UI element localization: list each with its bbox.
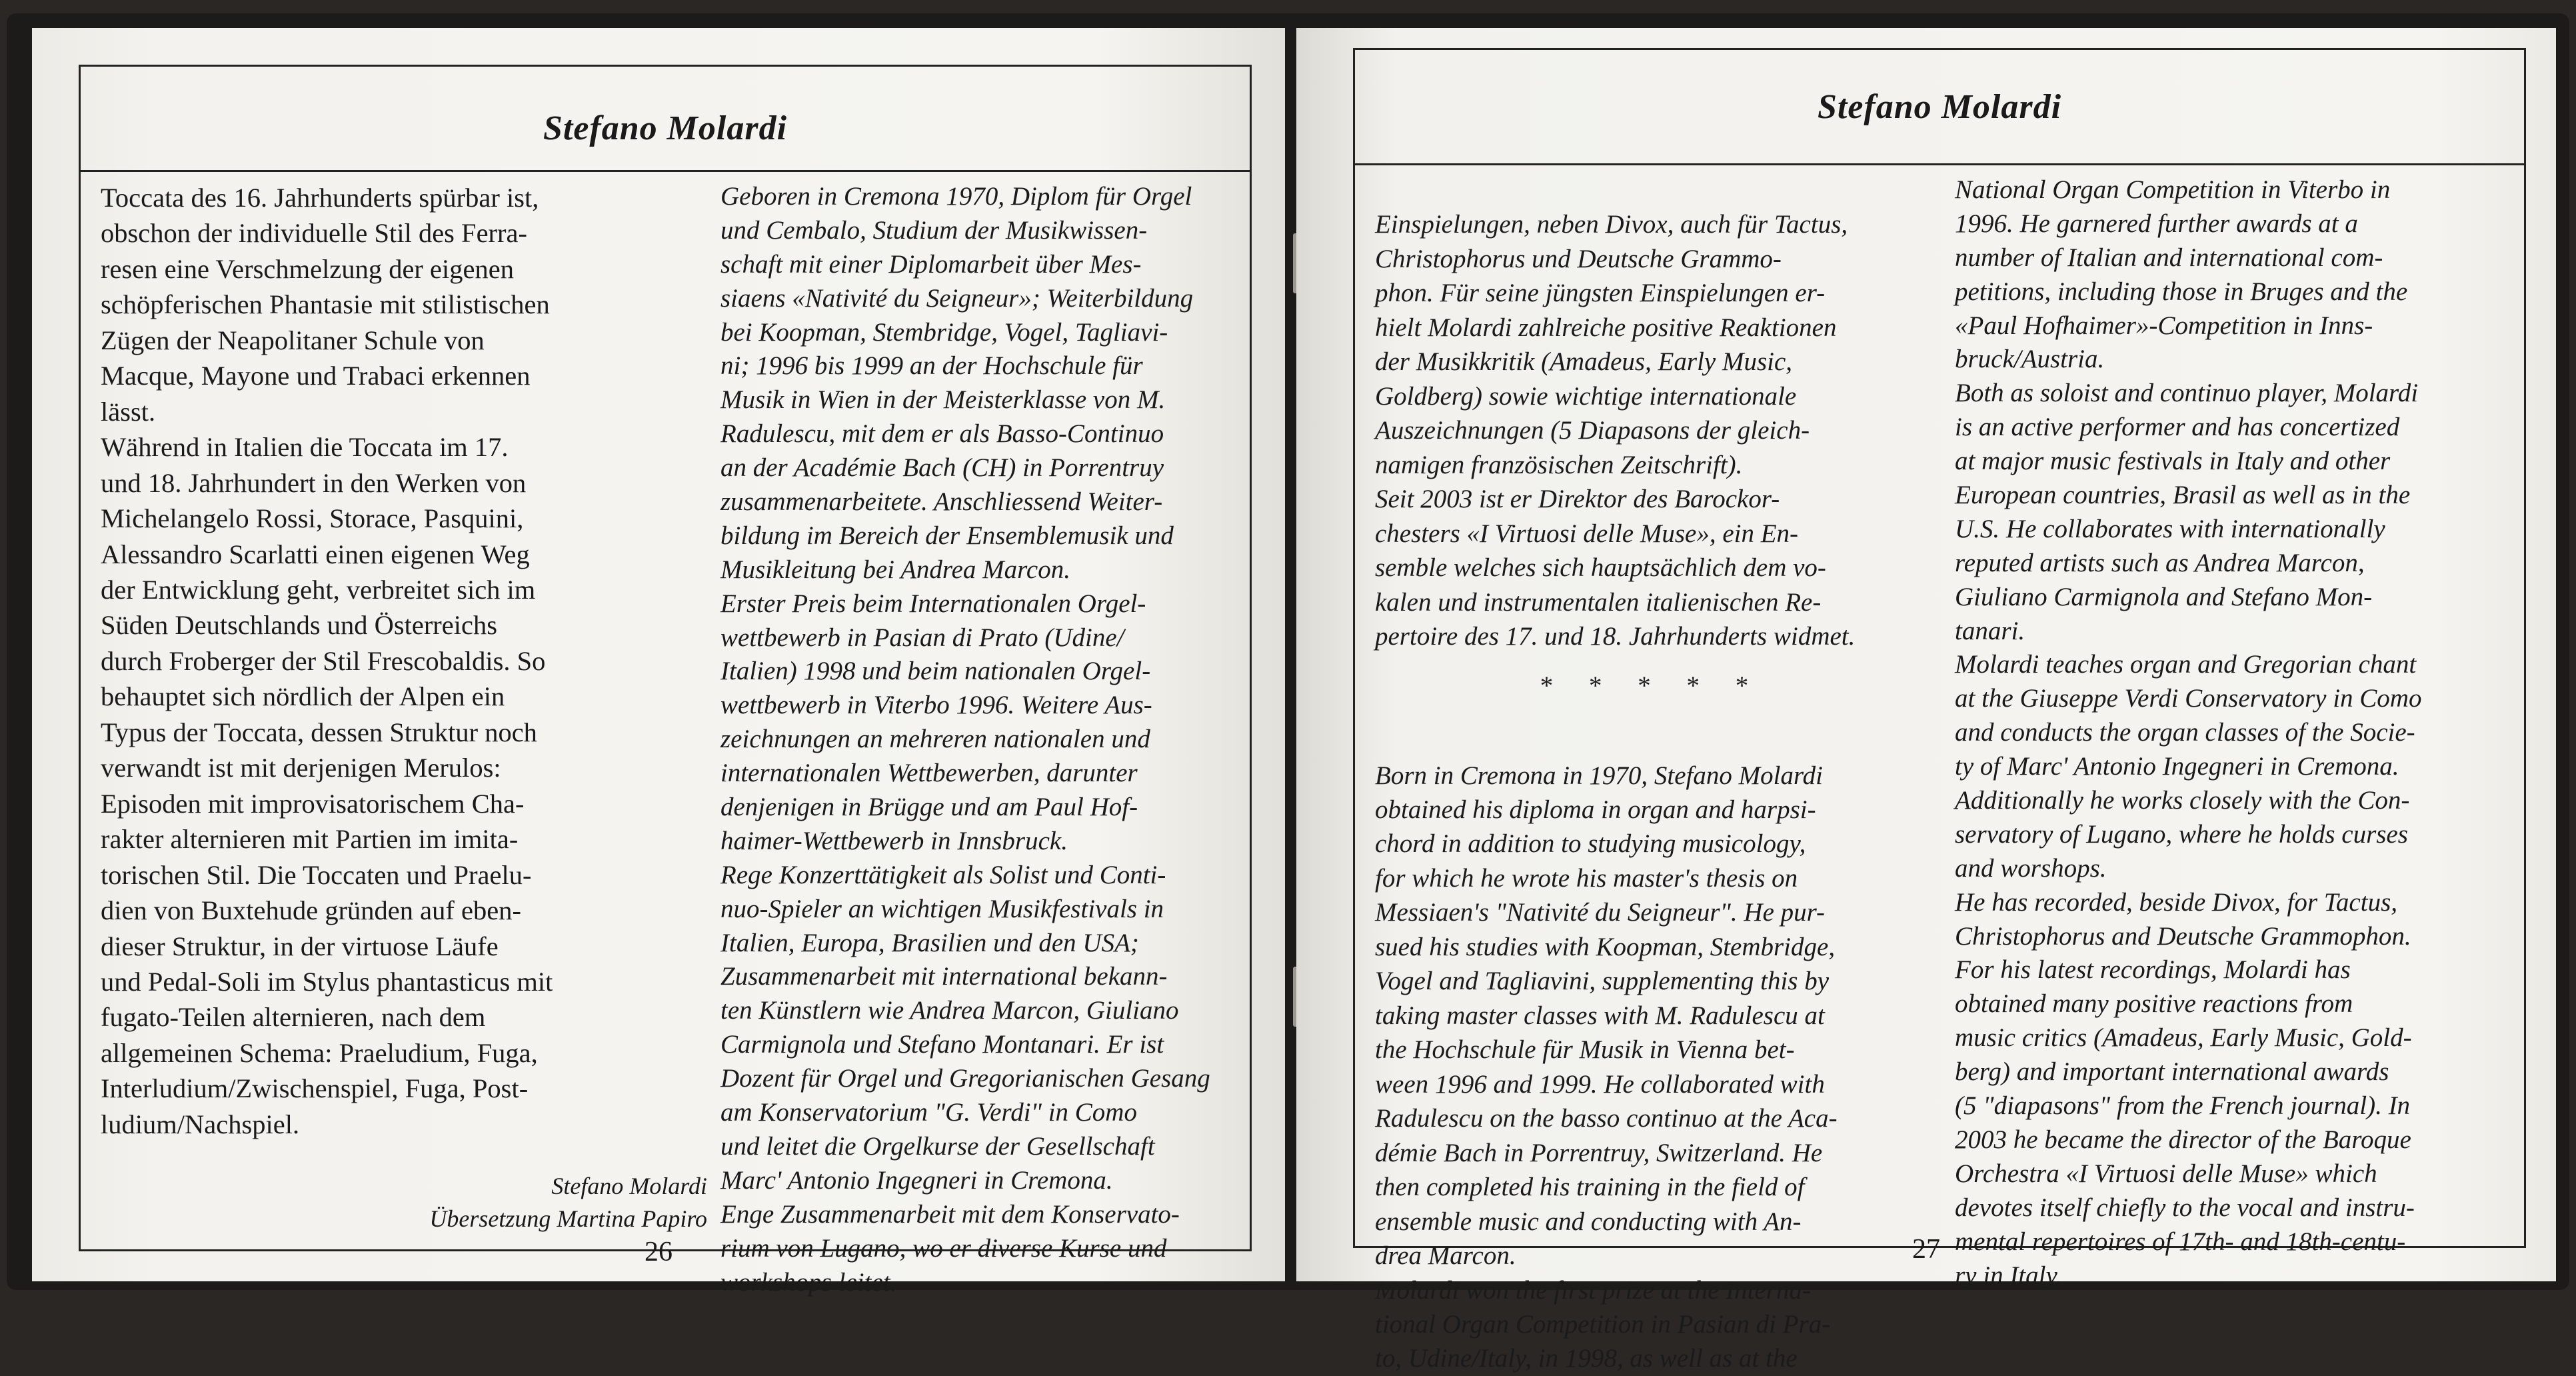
- booklet: [7, 13, 2569, 1373]
- right-page-header: [1355, 50, 2524, 165]
- left-page: [32, 28, 1285, 1297]
- page-number-left: 26: [644, 1237, 672, 1267]
- right-column-german-bio: Geboren in Cremona 1970, Diplom für Orgel und Cembalo, Studium der Musikwissen- schaft mit einer Diplomarbeit über Mes- siaens «Nativité du Seigneur»; Weiterbildung bei Koopman, Stembridge, Vogel, Tagliavi- ni; 1996 bis 1999 an der Hochschule für Musik in Wien in der Meisterklasse von M. Radulescu, mit dem er als Basso-Continuo an der Académie Bach (CH) in Porrentruy zusammenarbeitete. Anschliessend Weiter- bildung im Bereich der Ensemblemusik und Musikleitung bei Andrea Marcon. Erster Preis beim Internationalen Orgel- wettbewerb in Pasian di Prato (Udine/ Italien) 1998 und beim nationalen Orgel- wettbewerb in Viterbo 1996. Weitere Aus- zeichnungen an mehreren nationalen und internationalen Wettbewerben, darunter denjenigen in Brügge und am Paul Hof- haimer-Wettbewerb in Innsbruck. Rege Konzerttätigkeit als Solist und Conti- nuo-Spieler an wichtigen Musikfestivals in Italien, Europa, Brasilien und den USA; Zusammenarbeit mit international bekann- ten Künstlern wie Andrea Marcon, Giuliano Carmignola und Stefano Montanari. Er ist Dozent für Orgel und Gregorianischen Gesang am Konservatorium "G. Verdi" in Como und leitet die Orgelkurse der Gesellschaft Marc' Antonio Ingegneri in Cremona. Enge Zusammenarbeit mit dem Konservato- rium von Lugano, wo er diverse Kurse und workshops leitet.: [720, 182, 1210, 1297]
- left-column-german-text: Toccata des 16. Jahrhunderts spürbar ist, obschon der individuelle Stil des Ferra- resen eine Verschmelzung der eigenen schöpferischen Phantasie mit stilistischen Zügen der Neapolitaner Schule von Macque, Mayone und Trabaci erkennen lässt. Während in Italien die Toccata im 17. und 18. Jahrhundert in den Werken von Michelangelo Rossi, Storace, Pasquini, Alessandro Scarlatti einen eigenen Weg der Entwicklung geht, verbreitet sich im Süden Deutschlands und Österreichs durch Froberger der Stil Frescobaldis. So behauptet sich nördlich der Alpen ein Typus der Toccata, dessen Struktur noch verwandt ist mit derjenigen Merulos: Episoden mit improvisatorischem Cha- rakter alternieren mit Partien im imita- torischen Stil. Die Toccaten und Praelu- dien von Buxtehude gründen auf eben- dieser Struktur, in der virtuose Läufe und Pedal-Soli im Stylus phantasticus mit fugato-Teilen alternieren, nach dem allgemeinen Schema: Praeludium, Fuga, Interludium/Zwischenspiel, Fuga, Post- ludium/Nachspiel.: [101, 183, 553, 1139]
- left-page-header: [81, 67, 1250, 172]
- left-page-title: Stefano Molardi: [543, 109, 788, 147]
- english-bio-text: Born in Cremona in 1970, Stefano Molardi obtained his diploma in organ and harpsi- chord in addition to studying musicology, for which he wrote his master's thesis on Messiaen's "Nativité du Seigneur". He pur- sued his studies with Koopman, Stembridge, Vogel and Tagliavini, supplementing this by taking master classes with M. Radulescu at the Hochschule für Musik in Vienna bet- ween 1996 and 1999. He collaborated with Radulescu on the basso continuo at the Aca- démie Bach in Porrentruy, Switzerland. He then completed his training in the field of ensemble music and conducting with An- drea Marcon. Molardi won the first prize at the Interna- tional Organ Competition in Pasian di Pra- to, Udine/Italy, in 1998, as well as at the: [1375, 761, 1838, 1373]
- german-bio-continuation: Einspielungen, neben Divox, auch für Tactus, Christophorus und Deutsche Grammo- phon. Für seine jüngsten Einspielungen er- hielt Molardi zahlreiche positive Reaktionen der Musikkritik (Amadeus, Early Music, Goldberg) sowie wichtige internationale Auszeichnungen (5 Diapasons der gleich- namigen französischen Zeitschrift). Seit 2003 ist er Direktor des Barockor- chesters «I Virtuosi delle Muse», ein En- semble welches sich hauptsächlich dem vo- kalen und instrumentalen italienischen Re- pertoire des 17. und 18. Jahrhunderts widmet.: [1375, 210, 1856, 651]
- right-page-title: Stefano Molardi: [1817, 87, 2062, 126]
- right-column-english-bio: National Organ Competition in Viterbo in 1996. He garnered further awards at a number of Italian and international com- petitions, including those in Bruges and the «Paul Hofhaimer»-Competition in Inns- bruck/Austria. Both as soloist and continuo player, Molardi is an active performer and has concertized at major music festivals in Italy and other European countries, Brasil as well as in the U.S. He collaborates with internationally reputed artists such as Andrea Marcon, Giuliano Carmignola and Stefano Mon- tanari. Molardi teaches organ and Gregorian chant at the Giuseppe Verdi Conservatory in Como and conducts the organ classes of the Socie- ty of Marc' Antonio Ingegneri in Cremona. Additionally he works closely with the Con- servatory of Lugano, where he holds curses and worshops. He has recorded, beside Divox, for Tactus, Christophorus and Deutsche Grammophon. For his latest recordings, Molardi has obtained many positive reactions from music critics (Amadeus, Early Music, Gold- berg) and important international awards (5 "diapasons" from the French journal). In 2003 he became the director of the Baroque Orchestra «I Virtuosi delle Muse» which devotes itself chiefly to the vocal and instru- mental repertoires of 17th- and 18th-centu- ry in Italy.: [1955, 175, 2422, 1290]
- left-column-bio-block: [1375, 173, 1928, 1376]
- translation-signature: Stefano Molardi Übersetzung Martina Papiro: [429, 1173, 707, 1232]
- section-separator: * * * * *: [1540, 671, 1764, 700]
- page-number-right: 27: [1912, 1234, 1940, 1265]
- right-page: [1296, 28, 2556, 1373]
